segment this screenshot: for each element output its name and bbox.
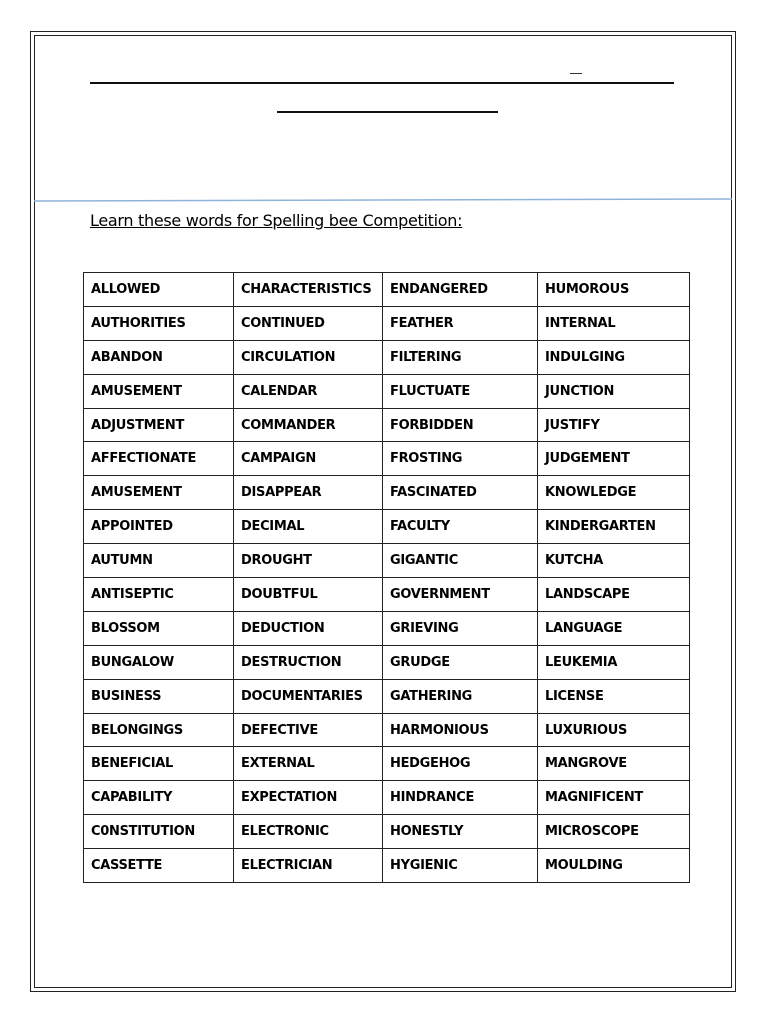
word-cell: CASSETTE bbox=[84, 849, 234, 883]
spelling-word-table bbox=[83, 272, 690, 883]
word-cell: LEUKEMIA bbox=[538, 645, 690, 679]
word-cell: GRIEVING bbox=[383, 611, 538, 645]
table-row bbox=[84, 306, 690, 340]
table-row bbox=[84, 713, 690, 747]
table-row bbox=[84, 679, 690, 713]
table-row bbox=[84, 611, 690, 645]
word-cell: FROSTING bbox=[383, 442, 538, 476]
word-cell: HYGIENIC bbox=[383, 849, 538, 883]
blue-divider-rule bbox=[34, 198, 732, 202]
word-cell: ALLOWED bbox=[84, 273, 234, 307]
word-cell: FORBIDDEN bbox=[383, 408, 538, 442]
word-cell: BLOSSOM bbox=[84, 611, 234, 645]
word-cell: JUSTIFY bbox=[538, 408, 690, 442]
word-cell: EXTERNAL bbox=[234, 747, 383, 781]
table-row bbox=[84, 781, 690, 815]
word-cell: ABANDON bbox=[84, 340, 234, 374]
table-row bbox=[84, 544, 690, 578]
word-cell: GATHERING bbox=[383, 679, 538, 713]
table-row bbox=[84, 340, 690, 374]
table-row bbox=[84, 645, 690, 679]
word-cell: C0NSTITUTION bbox=[84, 815, 234, 849]
table-row bbox=[84, 815, 690, 849]
word-cell: BENEFICIAL bbox=[84, 747, 234, 781]
word-cell: GIGANTIC bbox=[383, 544, 538, 578]
word-cell: MANGROVE bbox=[538, 747, 690, 781]
word-cell: CALENDAR bbox=[234, 374, 383, 408]
word-cell: FASCINATED bbox=[383, 476, 538, 510]
name-line bbox=[90, 82, 674, 84]
table-row bbox=[84, 510, 690, 544]
word-cell: MICROSCOPE bbox=[538, 815, 690, 849]
word-cell: FACULTY bbox=[383, 510, 538, 544]
word-cell: KINDERGARTEN bbox=[538, 510, 690, 544]
word-cell: HARMONIOUS bbox=[383, 713, 538, 747]
word-cell: AUTHORITIES bbox=[84, 306, 234, 340]
word-cell: BELONGINGS bbox=[84, 713, 234, 747]
word-cell: ELECTRONIC bbox=[234, 815, 383, 849]
word-cell: DECIMAL bbox=[234, 510, 383, 544]
word-cell: HUMOROUS bbox=[538, 273, 690, 307]
table-row bbox=[84, 374, 690, 408]
word-cell: JUNCTION bbox=[538, 374, 690, 408]
page-heading: Learn these words for Spelling bee Competition: bbox=[90, 211, 463, 230]
word-cell: AFFECTIONATE bbox=[84, 442, 234, 476]
word-cell: HINDRANCE bbox=[383, 781, 538, 815]
word-cell: DEFECTIVE bbox=[234, 713, 383, 747]
word-cell: DESTRUCTION bbox=[234, 645, 383, 679]
word-cell: FILTERING bbox=[383, 340, 538, 374]
word-cell: FEATHER bbox=[383, 306, 538, 340]
word-cell: INDULGING bbox=[538, 340, 690, 374]
word-cell: AUTUMN bbox=[84, 544, 234, 578]
word-cell: DOCUMENTARIES bbox=[234, 679, 383, 713]
word-cell: ENDANGERED bbox=[383, 273, 538, 307]
word-cell: COMMANDER bbox=[234, 408, 383, 442]
word-cell: INTERNAL bbox=[538, 306, 690, 340]
table-row bbox=[84, 476, 690, 510]
table-row bbox=[84, 408, 690, 442]
word-cell: HONESTLY bbox=[383, 815, 538, 849]
word-cell: DOUBTFUL bbox=[234, 578, 383, 612]
table-row bbox=[84, 747, 690, 781]
word-cell: BUSINESS bbox=[84, 679, 234, 713]
word-cell: DROUGHT bbox=[234, 544, 383, 578]
word-cell: KUTCHA bbox=[538, 544, 690, 578]
word-cell: ADJUSTMENT bbox=[84, 408, 234, 442]
word-cell: LANGUAGE bbox=[538, 611, 690, 645]
word-cell: CAPABILITY bbox=[84, 781, 234, 815]
word-cell: CIRCULATION bbox=[234, 340, 383, 374]
top-mark bbox=[570, 73, 582, 74]
word-cell: CAMPAIGN bbox=[234, 442, 383, 476]
word-cell: AMUSEMENT bbox=[84, 476, 234, 510]
word-cell: FLUCTUATE bbox=[383, 374, 538, 408]
table-row bbox=[84, 578, 690, 612]
word-cell: CHARACTERISTICS bbox=[234, 273, 383, 307]
word-cell: GRUDGE bbox=[383, 645, 538, 679]
word-cell: LANDSCAPE bbox=[538, 578, 690, 612]
word-cell: LICENSE bbox=[538, 679, 690, 713]
table-row bbox=[84, 849, 690, 883]
word-cell: LUXURIOUS bbox=[538, 713, 690, 747]
title-line bbox=[277, 111, 498, 113]
word-cell: ELECTRICIAN bbox=[234, 849, 383, 883]
word-cell: DEDUCTION bbox=[234, 611, 383, 645]
word-cell: APPOINTED bbox=[84, 510, 234, 544]
word-cell: HEDGEHOG bbox=[383, 747, 538, 781]
table-row bbox=[84, 273, 690, 307]
word-cell: ANTISEPTIC bbox=[84, 578, 234, 612]
word-cell: DISAPPEAR bbox=[234, 476, 383, 510]
word-cell: GOVERNMENT bbox=[383, 578, 538, 612]
word-cell: AMUSEMENT bbox=[84, 374, 234, 408]
word-cell: JUDGEMENT bbox=[538, 442, 690, 476]
word-cell: EXPECTATION bbox=[234, 781, 383, 815]
word-cell: MAGNIFICENT bbox=[538, 781, 690, 815]
word-cell: MOULDING bbox=[538, 849, 690, 883]
table-row bbox=[84, 442, 690, 476]
word-cell: BUNGALOW bbox=[84, 645, 234, 679]
word-cell: KNOWLEDGE bbox=[538, 476, 690, 510]
word-cell: CONTINUED bbox=[234, 306, 383, 340]
